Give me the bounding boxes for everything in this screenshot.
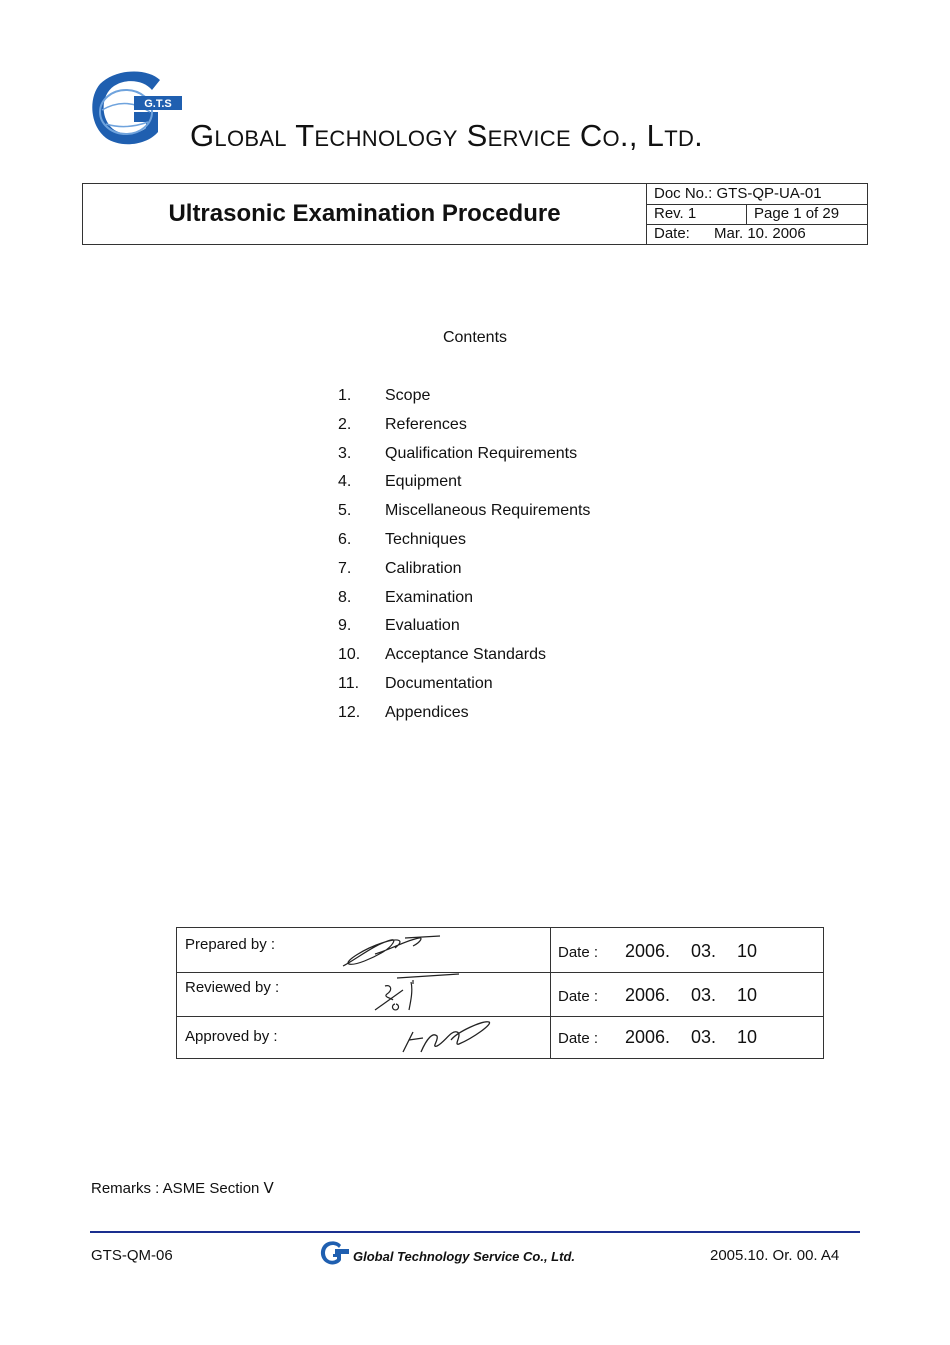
footer-company: Global Technology Service Co., Ltd. xyxy=(353,1249,575,1264)
revision: Rev. 1 xyxy=(654,205,697,222)
prepared-by-label: Prepared by : xyxy=(185,936,276,953)
footer-form-number: GTS-QM-06 xyxy=(91,1247,173,1264)
prepared-date: 2006. 03. 10 xyxy=(625,941,758,961)
contents-title: Contents xyxy=(442,329,508,346)
footer-logo-icon xyxy=(319,1240,349,1266)
date-label: Date: xyxy=(654,225,690,242)
date-label: Date : xyxy=(558,944,599,961)
date-label: Date : xyxy=(558,1030,599,1047)
approved-signature xyxy=(397,1018,497,1058)
approved-by-label: Approved by : xyxy=(185,1028,278,1045)
footer-revision: 2005.10. Or. 00. A4 xyxy=(710,1247,840,1264)
company-logo xyxy=(88,66,184,148)
reviewed-by-label: Reviewed by : xyxy=(185,979,280,996)
page-number: Page 1 of 29 xyxy=(754,205,840,222)
document-header-table xyxy=(82,183,868,245)
date-value: Mar. 10. 2006 xyxy=(714,225,806,242)
date-label: Date : xyxy=(558,988,599,1005)
approval-row-approved xyxy=(177,1016,823,1058)
footer-rule xyxy=(90,1231,860,1233)
prepared-signature xyxy=(335,932,445,972)
approval-row-prepared xyxy=(177,928,823,973)
approved-date: 2006. 03. 10 xyxy=(625,1027,758,1047)
company-name: Global Technology Service Co., Ltd. xyxy=(190,118,704,153)
document-meta xyxy=(646,184,868,244)
approval-row-reviewed xyxy=(177,972,823,1017)
remarks: Remarks : ASME Section Ⅴ xyxy=(91,1180,274,1197)
reviewed-date: 2006. 03. 10 xyxy=(625,985,758,1005)
approval-table xyxy=(176,927,824,1059)
document-title: Ultrasonic Examination Procedure xyxy=(168,200,561,227)
doc-number: Doc No.: GTS-QP-UA-01 xyxy=(654,185,822,202)
reviewed-signature xyxy=(367,972,467,1014)
logo-text: G.T.S xyxy=(144,98,172,110)
